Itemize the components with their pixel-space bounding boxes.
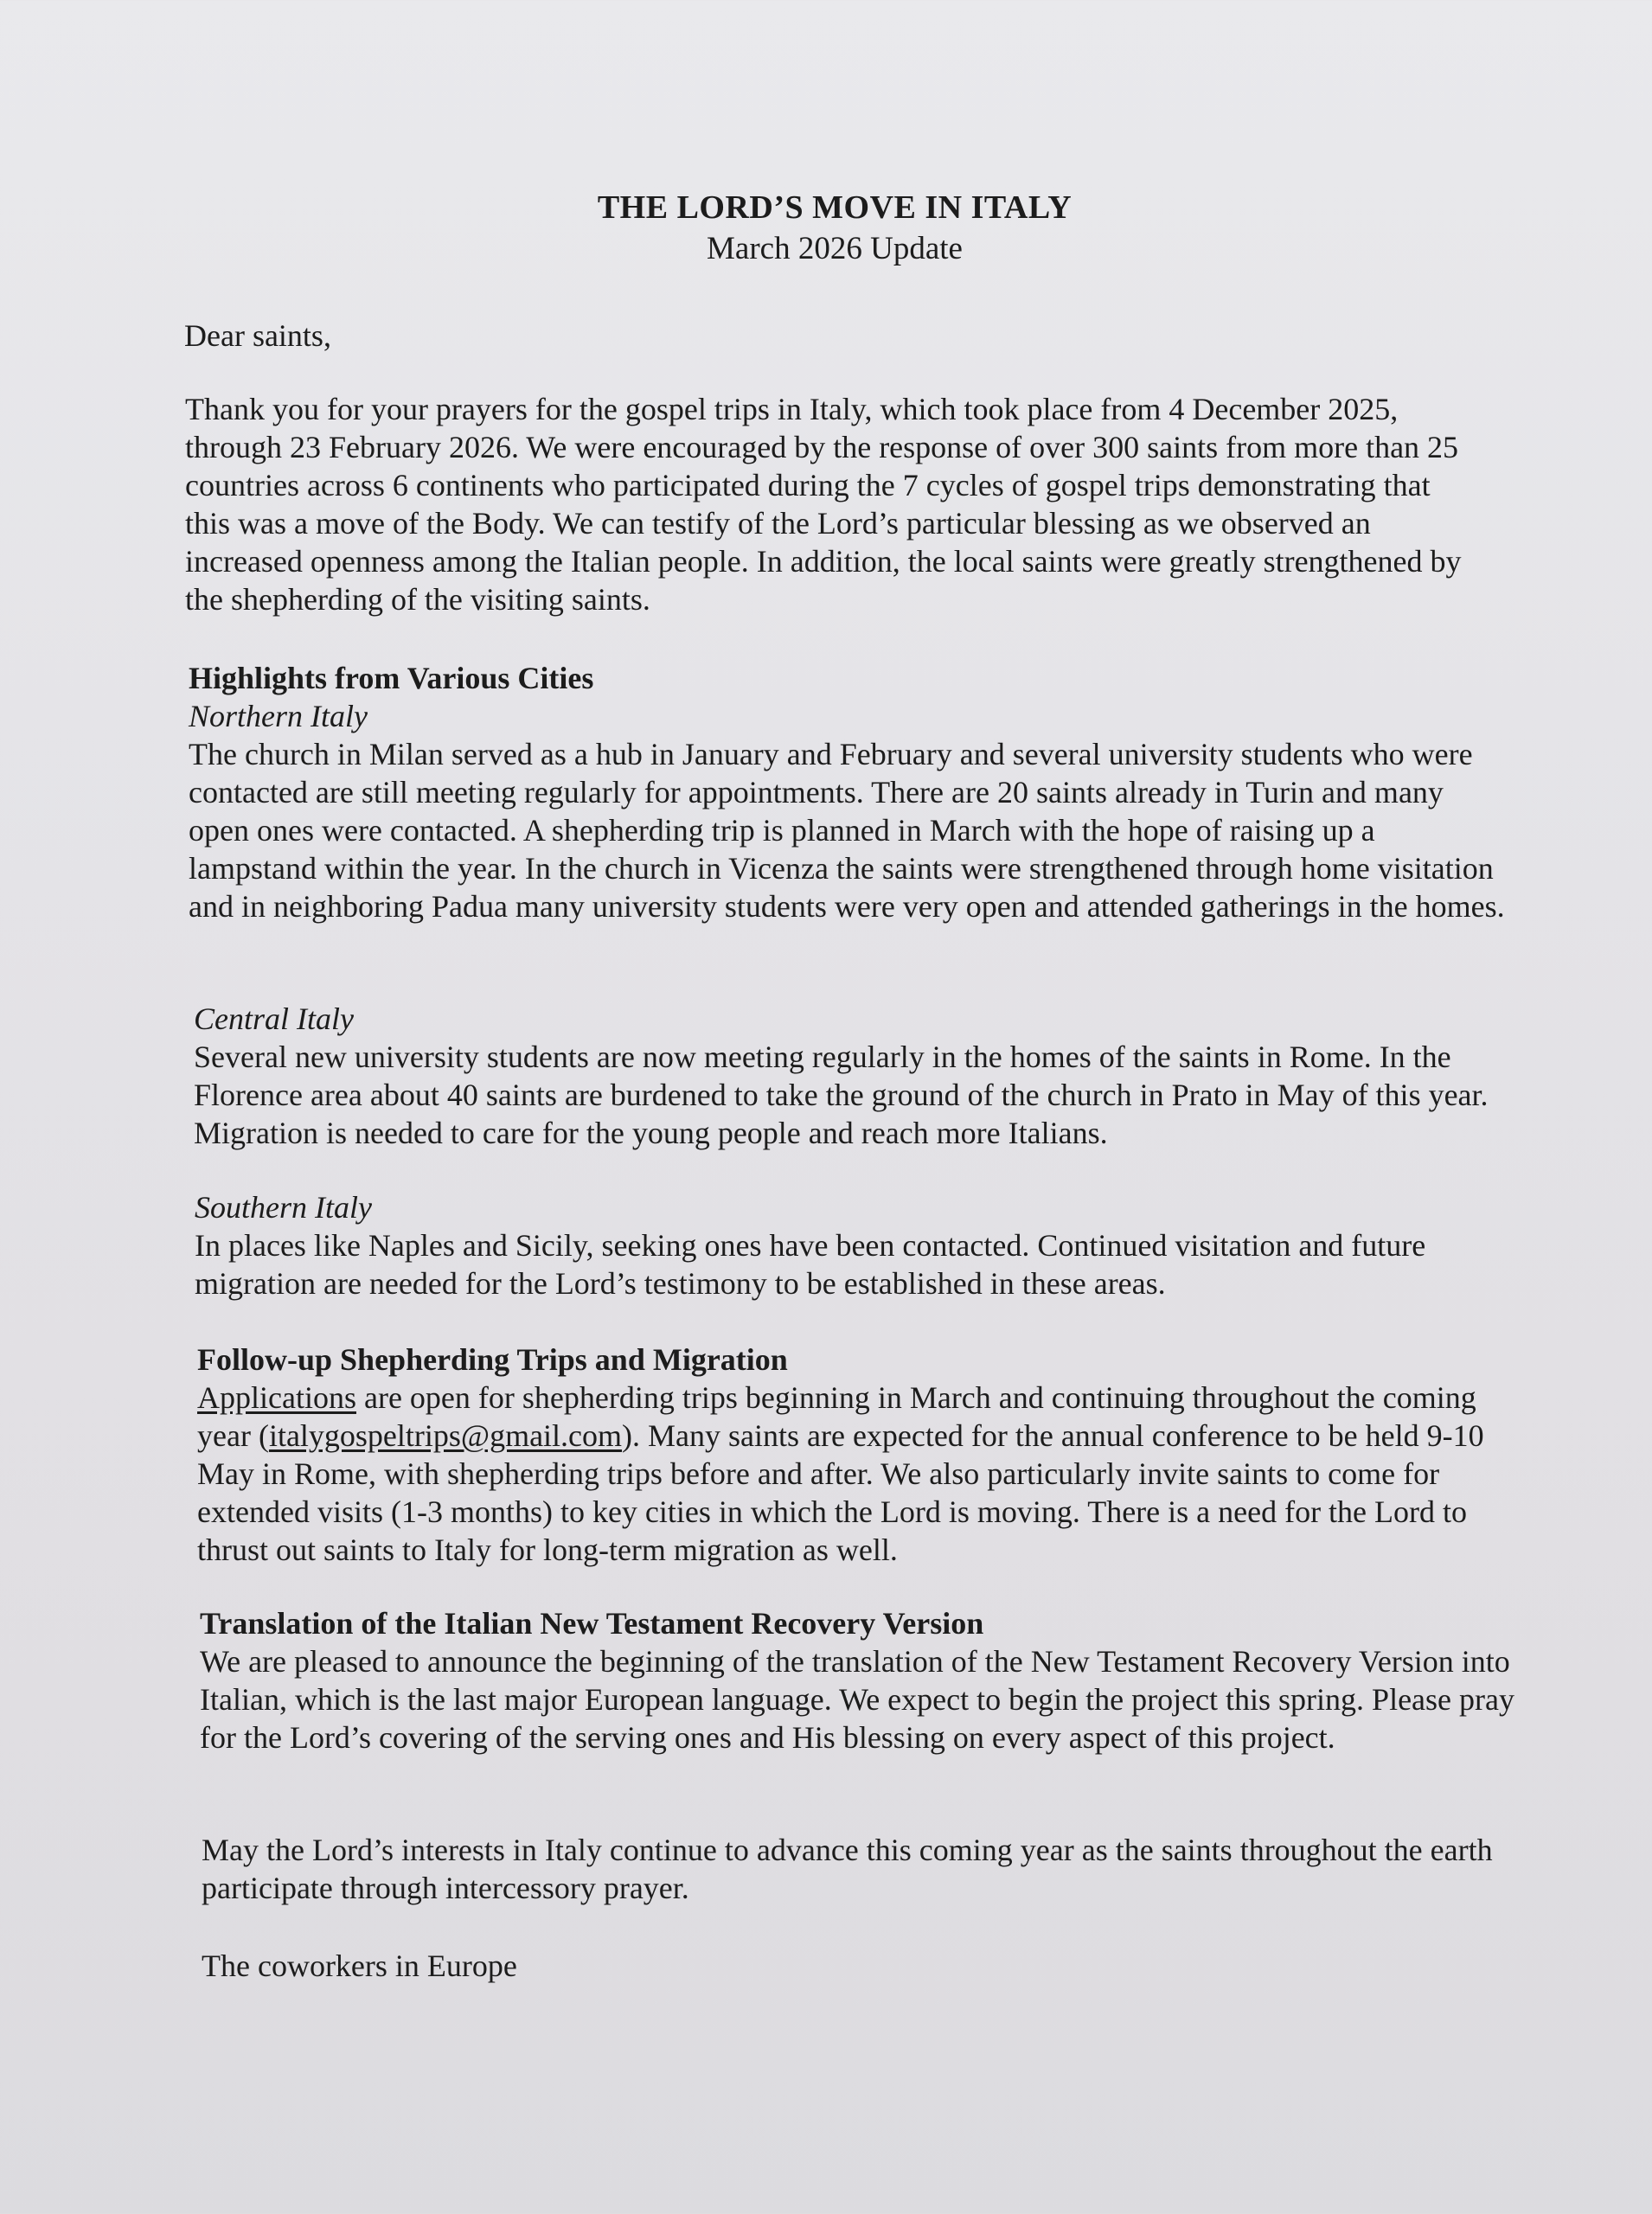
signature-block <box>202 1947 980 1985</box>
letter-title: THE LORD’S MOVE IN ITALY <box>597 189 1073 226</box>
applications-link[interactable]: Applications <box>197 1380 356 1415</box>
followup-text-b: ). Many saints are expected for the annual conference to be held 9-10 May in Rome, with shepherding trips before and after. We also particularly invite saints to come for extended visits (1-3 months) to key cities in which the Lord is moving. There is a need for the Lord to thrust out saints to Italy for long-term migration as well. <box>197 1418 1484 1567</box>
closing-block <box>202 1831 1499 1907</box>
southern-italy-section <box>195 1188 1492 1302</box>
intro-paragraph: Thank you for your prayers for the gospel trips in Italy, which took place from 4 December 2025, through 23 February 2026. We were encouraged by the response of over 300 saints from more than 25 countries across 6 continents who participated during the 7 cycles of gospel trips demonstrating that this was a move of the Body. We can testify of the Lord’s particular blessing as we observed an increased openness among the Italian people. In addition, the local saints were greatly strengthened by the shepherding of the visiting saints. <box>185 392 1462 617</box>
northern-italy-text: The church in Milan served as a hub in January and February and several university students who were contacted are still meeting regularly for appointments. There are 20 saints already in Turin and many open ones were contacted. A shepherding trip is planned in March with the hope of raising up a lampstand within the year. In the church in Vicenza the saints were strengthened through home visitation and in neighboring Padua many university students were very open and attended gatherings in the homes. <box>189 737 1505 924</box>
signature: The coworkers in Europe <box>202 1948 517 1983</box>
followup-section <box>197 1341 1503 1569</box>
translation-text: We are pleased to announce the beginning of the translation of the New Testament Recovery Version into Italian, which is the last major European language. We expect to begin the project this spring. Please pray for the Lord’s covering of the serving ones and His blessing on every aspect of this project. <box>200 1644 1514 1755</box>
salutation: Dear saints, <box>184 318 331 353</box>
intro-block <box>185 390 1482 618</box>
southern-italy-title: Southern Italy <box>195 1190 372 1225</box>
central-italy-text: Several new university students are now meeting regularly in the homes of the saints in Rome. In the Florence area about 40 saints are burdened to take the ground of the church in Prato in May of this year. Migration is needed to care for the young people and reach more Italians. <box>194 1040 1489 1150</box>
central-italy-section <box>194 1000 1500 1152</box>
southern-italy-text: In places like Naples and Sicily, seeking ones have been contacted. Continued visitation and future migration are needed for the Lord’s testimony to be established in these areas. <box>195 1228 1426 1301</box>
closing-paragraph: May the Lord’s interests in Italy continue to advance this coming year as the saints throughout the earth participate through intercessory prayer. <box>202 1833 1493 1905</box>
email-link[interactable]: italygospeltrips@gmail.com <box>268 1418 623 1453</box>
translation-heading: Translation of the Italian New Testament Recovery Version <box>200 1606 984 1641</box>
central-italy-title: Central Italy <box>194 1001 354 1036</box>
translation-section <box>200 1604 1514 1756</box>
salutation-block <box>184 317 1482 355</box>
highlights-heading: Highlights from Various Cities <box>189 661 594 695</box>
northern-italy-title: Northern Italy <box>189 699 368 733</box>
followup-text-a: are open for shepherding trips beginning in March and continuing throughout the coming year ( <box>197 1380 1476 1453</box>
highlights-section <box>189 659 1505 925</box>
followup-heading: Follow-up Shepherding Trips and Migration <box>197 1342 788 1377</box>
followup-text <box>197 1379 1503 1569</box>
letter-subtitle: March 2026 Update <box>707 231 963 266</box>
